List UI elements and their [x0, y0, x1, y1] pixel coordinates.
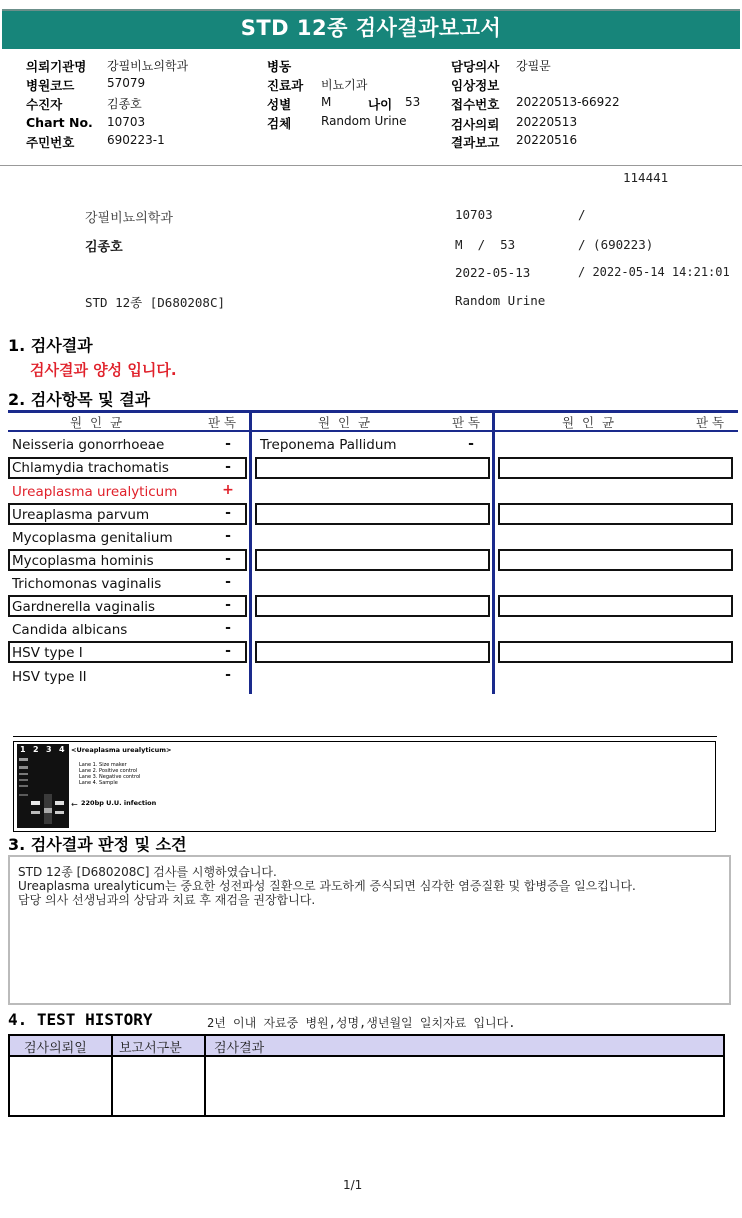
gel-legend-3: Lane 3. Negative control — [79, 774, 141, 780]
th-organism-3: 원 인 균 — [562, 415, 615, 430]
label-sex: 성별 — [267, 97, 292, 112]
label-hospital-code: 병원코드 — [26, 78, 75, 93]
history-col-divider — [204, 1036, 206, 1116]
organism-result: - — [225, 620, 231, 636]
summary-slash: / — [578, 207, 586, 222]
organism-result: - — [225, 551, 231, 567]
gel-electrophoresis-image — [17, 744, 69, 828]
opinion-line: Ureaplasma urealyticum는 중요한 성전파성 질환으로 과도하게 증식되면 심각한 염증질환 및 합병증을 일으킵니다. — [18, 879, 636, 893]
empty-cell-box — [498, 595, 733, 617]
value-age: 53 — [405, 95, 421, 109]
summary-reported: / 2022-05-14 14:21:01 — [578, 265, 730, 279]
organism-result: - — [225, 597, 231, 613]
gel-lane-3: 3 — [46, 745, 52, 754]
label-department: 진료과 — [267, 78, 304, 93]
gel-lane-1: 1 — [20, 745, 26, 754]
organism-name: Candida albicans — [12, 622, 128, 638]
label-request-date: 검사의뢰 — [451, 117, 500, 132]
organism-result: - — [225, 574, 231, 590]
empty-cell-box — [255, 641, 490, 663]
th-organism-1: 원 인 균 — [70, 415, 123, 430]
th-result-1: 판 독 — [208, 415, 237, 430]
positive-result-text: 검사결과 양성 입니다. — [30, 361, 177, 379]
summary-specimen: Random Urine — [455, 293, 546, 308]
summary-patient: 김종호 — [85, 240, 123, 255]
table-divider-1 — [249, 410, 252, 694]
gel-top-rule — [13, 736, 717, 737]
gel-bands — [17, 744, 69, 828]
summary-sex-age: M / 53 — [455, 237, 516, 252]
summary-test: STD 12종 [D680208C] — [85, 295, 226, 310]
history-th-date: 검사의뢰일 — [24, 1041, 87, 1056]
empty-cell-box — [255, 549, 490, 571]
empty-cell-box — [255, 503, 490, 525]
section1-title: 1. 검사결과 — [8, 336, 93, 355]
page-number: 1/1 — [343, 1178, 363, 1192]
label-age: 나이 — [368, 97, 393, 112]
organism-name: HSV type II — [12, 669, 87, 685]
summary-clinic: 강필비뇨의학과 — [85, 211, 173, 226]
section2-title: 2. 검사항목 및 결과 — [8, 390, 151, 409]
history-th-type: 보고서구분 — [119, 1041, 182, 1056]
organism-name: Chlamydia trachomatis — [12, 460, 169, 476]
gel-lane-2: 2 — [33, 745, 39, 754]
section4-title: 4. TEST HISTORY — [8, 1010, 153, 1029]
opinion-line: 담당 의사 선생님과의 상담과 치료 후 재검을 권장합니다. — [18, 893, 316, 907]
value-sex: M — [321, 95, 332, 109]
gel-frame — [13, 741, 716, 832]
organism-name: Mycoplasma genitalium — [12, 530, 173, 546]
organism-name: Trichomonas vaginalis — [12, 576, 162, 592]
organism-name: HSV type I — [12, 645, 83, 661]
history-th-result: 검사결과 — [214, 1041, 265, 1056]
label-report-date: 결과보고 — [451, 135, 500, 150]
value-patient: 김종호 — [107, 97, 142, 111]
gel-lane-4: 4 — [59, 745, 65, 754]
report-title: STD 12종 검사결과보고서 — [240, 16, 502, 40]
value-chart-no: 10703 — [107, 115, 146, 129]
th-result-3: 판 독 — [696, 415, 725, 430]
label-doctor: 담당의사 — [451, 59, 500, 74]
label-resident-no: 주민번호 — [26, 135, 75, 150]
organism-result: - — [468, 436, 474, 452]
organism-result: - — [225, 643, 231, 659]
organism-name: Gardnerella vaginalis — [12, 599, 156, 615]
summary-birth: / (690223) — [578, 237, 654, 252]
empty-cell-box — [498, 641, 733, 663]
organism-result: - — [225, 459, 231, 475]
organism-result: - — [225, 505, 231, 521]
value-institution: 강필비뇨의학과 — [107, 59, 189, 73]
header-divider — [0, 165, 742, 166]
history-col-divider — [111, 1036, 113, 1116]
value-resident-no: 690223-1 — [107, 133, 165, 147]
empty-cell-box — [498, 549, 733, 571]
th-organism-2: 원 인 균 — [318, 415, 371, 430]
empty-cell-box — [498, 457, 733, 479]
organism-name: Neisseria gonorrhoeae — [12, 437, 165, 453]
value-hospital-code: 57079 — [107, 76, 146, 90]
history-table-header — [10, 1036, 723, 1057]
label-ward: 병동 — [267, 59, 292, 74]
organism-name-positive: Ureaplasma urealyticum — [12, 484, 178, 500]
organism-name: Ureaplasma parvum — [12, 507, 150, 523]
table-divider-2 — [492, 410, 495, 694]
summary-code: 114441 — [623, 170, 669, 185]
gel-legend-4: Lane 4. Sample — [79, 780, 118, 786]
empty-cell-box — [498, 503, 733, 525]
value-receipt-no: 20220513-66922 — [516, 95, 620, 109]
gel-title: <Ureaplasma urealyticum> — [71, 746, 172, 754]
label-institution: 의뢰기관명 — [26, 59, 87, 74]
label-chart-no: Chart No. — [26, 115, 93, 130]
gel-legend-2: Lane 2. Positive control — [79, 768, 138, 774]
organism-result-positive: + — [222, 482, 234, 498]
gel-arrow-icon: ← — [71, 800, 78, 809]
label-patient: 수진자 — [26, 97, 63, 112]
empty-cell-box — [255, 457, 490, 479]
value-specimen: Random Urine — [321, 114, 407, 128]
organism-result: - — [225, 667, 231, 683]
organism-name: Mycoplasma hominis — [12, 553, 154, 569]
th-result-2: 판 독 — [452, 415, 481, 430]
value-doctor: 강필문 — [516, 59, 551, 73]
label-clinical-info: 임상정보 — [451, 78, 500, 93]
value-report-date: 20220516 — [516, 133, 578, 147]
label-specimen: 검체 — [267, 116, 292, 131]
organism-result: - — [225, 436, 231, 452]
history-note: 2년 이내 자료중 병원,성명,생년월일 일치자료 입니다. — [207, 1016, 516, 1030]
gel-band-label: 220bp U.U. infection — [81, 799, 157, 807]
organism-name: Treponema Pallidum — [260, 437, 397, 453]
section3-title: 3. 검사결과 판정 및 소견 — [8, 835, 187, 854]
gel-legend-1: Lane 1. Size maker — [79, 762, 127, 768]
opinion-line: STD 12종 [D680208C] 검사를 시행하였습니다. — [18, 865, 277, 879]
empty-cell-box — [255, 595, 490, 617]
value-request-date: 20220513 — [516, 115, 578, 129]
label-receipt-no: 접수번호 — [451, 97, 500, 112]
value-department: 비뇨기과 — [321, 78, 368, 92]
summary-chart: 10703 — [455, 207, 493, 222]
summary-received: 2022-05-13 — [455, 265, 531, 280]
organism-result: - — [225, 528, 231, 544]
